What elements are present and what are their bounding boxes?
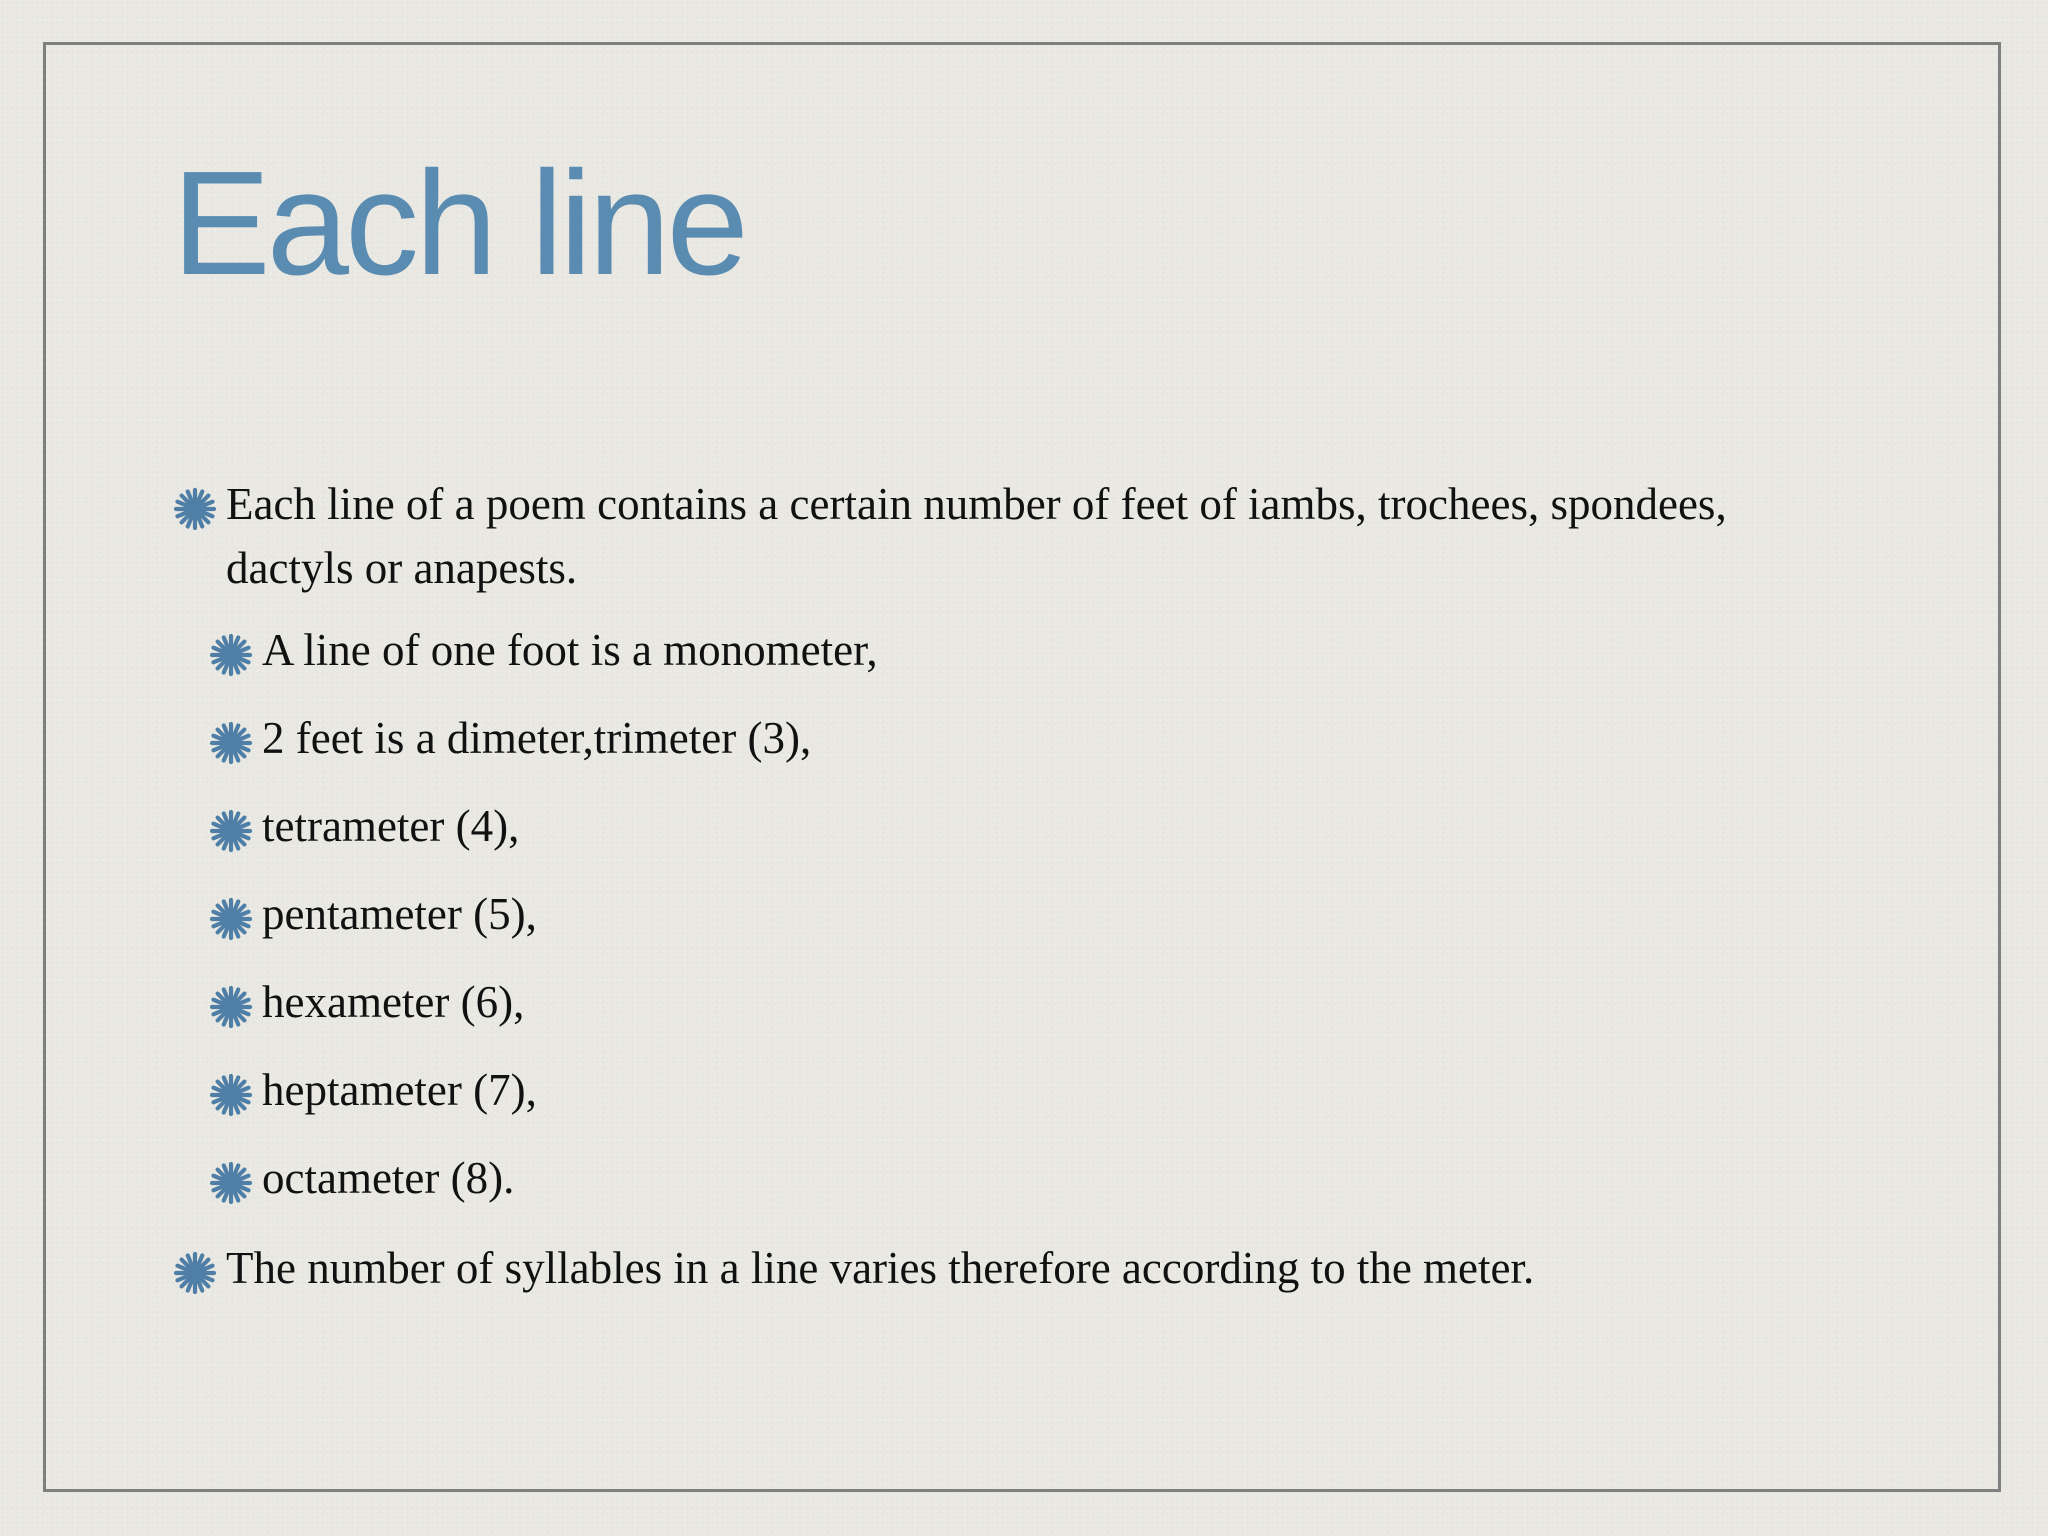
- asterisk-flower-icon: [208, 1160, 258, 1210]
- bullet-item: [172, 1236, 1792, 1300]
- asterisk-flower-icon: [172, 486, 222, 536]
- bullet-text: Each line of a poem contains a certain number of feet of iambs, trochees, spondees, dactyls or anapests.: [226, 479, 1727, 593]
- bullet-item: [208, 1058, 1792, 1146]
- bullet-text: A line of one foot is a monometer,: [262, 625, 878, 675]
- bullet-item: [208, 882, 1792, 970]
- bullet-text: heptameter (7),: [262, 1065, 537, 1115]
- bullet-text: tetrameter (4),: [262, 801, 520, 851]
- bullet-item: [208, 794, 1792, 882]
- bullet-item: [208, 970, 1792, 1058]
- bullet-text: pentameter (5),: [262, 889, 537, 939]
- asterisk-flower-icon: [208, 1072, 258, 1122]
- bullet-text: octameter (8).: [262, 1153, 515, 1203]
- bullet-item: [208, 1146, 1792, 1234]
- asterisk-flower-icon: [208, 896, 258, 946]
- bullet-text: hexameter (6),: [262, 977, 525, 1027]
- bullet-text: The number of syllables in a line varies therefore according to the meter.: [226, 1243, 1535, 1293]
- bullet-item: [208, 706, 1792, 794]
- slide-title: Each line: [172, 141, 745, 306]
- asterisk-flower-icon: [208, 720, 258, 770]
- asterisk-flower-icon: [208, 984, 258, 1034]
- bullet-list: [172, 472, 1792, 1300]
- asterisk-flower-icon: [208, 808, 258, 858]
- bullet-item: [172, 472, 1792, 600]
- asterisk-flower-icon: [172, 1250, 222, 1300]
- bullet-text: 2 feet is a dimeter,trimeter (3),: [262, 713, 812, 763]
- bullet-item: [208, 618, 1792, 706]
- asterisk-flower-icon: [208, 632, 258, 682]
